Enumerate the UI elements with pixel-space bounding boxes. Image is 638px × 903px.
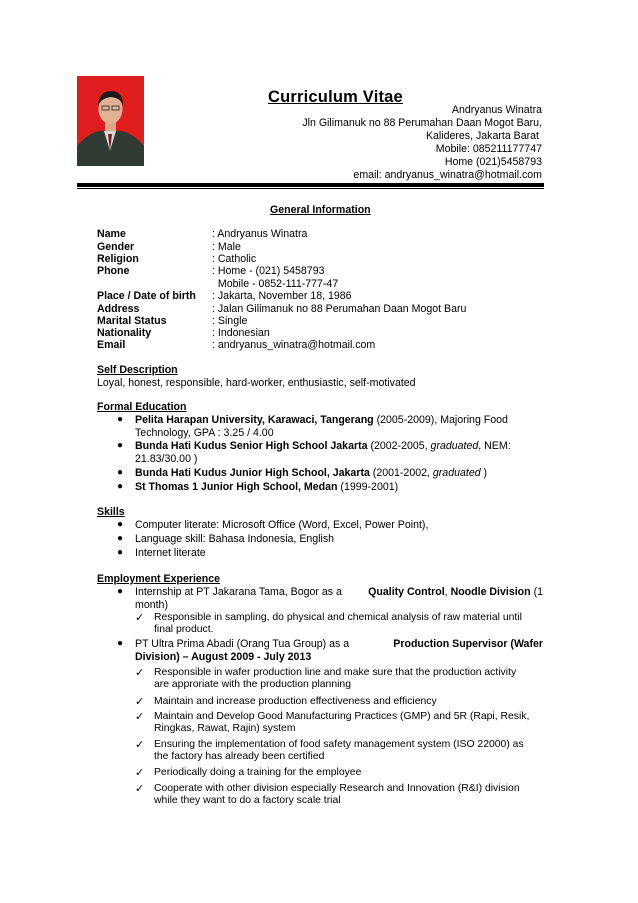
bullet-icon: ● bbox=[117, 481, 124, 492]
duty-line1: Maintain and Develop Good Manufacturing Practices (GMP) and 5R (Rapi, Resik, bbox=[154, 711, 530, 722]
duty-item bbox=[154, 667, 544, 691]
info-label: Address bbox=[97, 303, 140, 315]
job-text: (1 bbox=[530, 586, 543, 598]
duty-item bbox=[154, 696, 544, 708]
info-value: : Andryanus Winatra bbox=[212, 228, 308, 240]
duty-item bbox=[154, 711, 544, 735]
self-description-text: Loyal, honest, responsible, hard-worker, enthusiastic, self-motivated bbox=[97, 377, 416, 389]
header-address-line1: Jln Gilimanuk no 88 Perumahan Daan Mogot Baru, bbox=[302, 117, 542, 129]
job-division: Noodle Division bbox=[450, 586, 531, 598]
info-value: : Indonesian bbox=[212, 327, 270, 339]
education-detail: (2001-2002, bbox=[369, 467, 433, 479]
info-label: Nationality bbox=[97, 327, 152, 339]
checkmark-icon: ✓ bbox=[135, 612, 145, 624]
header-divider-thin bbox=[77, 188, 544, 189]
job-role: Quality Control bbox=[368, 586, 445, 598]
education-detail-line2: Technology, GPA : 3.25 / 4.00 bbox=[135, 427, 274, 439]
duty-item bbox=[154, 767, 544, 779]
job-text: Internship at PT Jakarana Tama, Bogor as a bbox=[135, 586, 342, 598]
job-role: Production Supervisor (Wafer bbox=[393, 638, 543, 650]
checkmark-icon: ✓ bbox=[135, 739, 145, 751]
info-label: Religion bbox=[97, 253, 139, 265]
bullet-icon: ● bbox=[117, 547, 124, 558]
education-detail: (1999-2001) bbox=[337, 481, 399, 493]
job-item bbox=[135, 586, 543, 612]
employment-heading: Employment Experience bbox=[97, 573, 221, 585]
bullet-icon: ● bbox=[117, 519, 124, 530]
bullet-icon: ● bbox=[117, 467, 124, 478]
bullet-icon: ● bbox=[117, 533, 124, 544]
info-value: : andryanus_winatra@hotmail.com bbox=[212, 339, 376, 351]
info-value: Mobile - 0852-111-777-47 bbox=[212, 278, 339, 290]
job-role-line2: Division) – August 2009 - July 2013 bbox=[135, 651, 312, 663]
info-label: Place / Date of birth bbox=[97, 290, 196, 302]
bullet-icon: ● bbox=[117, 414, 124, 425]
education-detail: , NEM: bbox=[478, 440, 511, 452]
duty-line1: Ensuring the implementation of food safety management system (ISO 22000) as bbox=[154, 739, 524, 750]
education-detail: (2005-2009), Majoring Food bbox=[373, 414, 508, 426]
info-value: : Jakarta, November 18, 1986 bbox=[212, 290, 352, 302]
cv-title: Curriculum Vitae bbox=[268, 88, 403, 106]
profile-photo bbox=[77, 76, 144, 166]
duty-line2: are approriate with the production planning bbox=[154, 679, 351, 690]
bullet-icon: ● bbox=[117, 638, 124, 649]
self-description-heading: Self Description bbox=[97, 364, 178, 376]
skill-item: Language skill: Bahasa Indonesia, English bbox=[135, 533, 335, 545]
education-item bbox=[135, 414, 545, 440]
header-mobile: Mobile: 085211177747 bbox=[435, 143, 542, 155]
school-name: Bunda Hati Kudus Junior High School, Jakarta bbox=[135, 467, 370, 479]
education-item bbox=[135, 481, 545, 494]
bullet-icon: ● bbox=[117, 440, 124, 451]
school-name: Pelita Harapan University, Karawaci, Tangerang bbox=[135, 414, 374, 426]
duty-line1: Cooperate with other division especially Research and Innovation (R&I) division bbox=[154, 783, 520, 794]
education-heading: Formal Education bbox=[97, 401, 187, 413]
job-item bbox=[135, 638, 543, 664]
info-label: Name bbox=[97, 228, 126, 240]
info-value: : Male bbox=[212, 241, 241, 253]
duty-item bbox=[154, 612, 544, 636]
header-email: email: andryanus_winatra@hotmail.com bbox=[353, 169, 542, 181]
education-item bbox=[135, 440, 545, 466]
education-note: graduated bbox=[430, 440, 479, 452]
header-divider bbox=[77, 183, 544, 187]
checkmark-icon: ✓ bbox=[135, 696, 145, 708]
checkmark-icon: ✓ bbox=[135, 667, 145, 679]
duty-line2: the factory has already been certified bbox=[154, 751, 325, 762]
job-text-line2: month) bbox=[135, 599, 168, 611]
info-label: Marital Status bbox=[97, 315, 167, 327]
info-label: Gender bbox=[97, 241, 135, 253]
info-value: : Catholic bbox=[212, 253, 257, 265]
header-home: Home (021)5458793 bbox=[444, 156, 542, 168]
job-sep: , bbox=[444, 586, 451, 598]
bullet-icon: ● bbox=[117, 586, 124, 597]
education-detail: (2002-2005, bbox=[367, 440, 431, 452]
education-item bbox=[135, 467, 545, 480]
info-value: : Single bbox=[212, 315, 248, 327]
duty-line2: final product. bbox=[154, 624, 214, 635]
general-info-heading: General Information bbox=[270, 204, 371, 216]
duty-line1: Responsible in wafer production line and make sure that the production activity bbox=[154, 667, 517, 678]
skill-item: Internet literate bbox=[135, 547, 206, 559]
header-name: Andryanus Winatra bbox=[451, 104, 542, 116]
duty-line2: while they want to do a factory scale trial bbox=[154, 795, 341, 806]
info-label: Phone bbox=[97, 265, 130, 277]
job-text: PT Ultra Prima Abadi (Orang Tua Group) as a bbox=[135, 638, 350, 650]
education-detail-line2: 21.83/30.00 ) bbox=[135, 453, 198, 465]
duty-item bbox=[154, 739, 544, 763]
header-address-line2: Kalideres, Jakarta Barat bbox=[425, 130, 539, 142]
skills-heading: Skills bbox=[97, 506, 125, 518]
school-name: Bunda Hati Kudus Senior High School Jakarta bbox=[135, 440, 368, 452]
info-value: : Jalan Gilimanuk no 88 Perumahan Daan Mogot Baru bbox=[212, 303, 467, 315]
skill-item: Computer literate: Microsoft Office (Word, Excel, Power Point), bbox=[135, 519, 429, 531]
duty-line1: Responsible in sampling, do physical and chemical analysis of raw material until bbox=[154, 612, 522, 623]
checkmark-icon: ✓ bbox=[135, 783, 145, 795]
duty-line1: Periodically doing a training for the employee bbox=[154, 767, 362, 778]
duty-line2: Ringkas, Rawat, Rajin) system bbox=[154, 723, 296, 734]
info-value: : Home - (021) 5458793 bbox=[212, 265, 325, 277]
education-note: graduated bbox=[432, 467, 481, 479]
duty-line1: Maintain and increase production effectiveness and efficiency bbox=[154, 696, 437, 707]
checkmark-icon: ✓ bbox=[135, 767, 145, 779]
info-label: Email bbox=[97, 339, 126, 351]
checkmark-icon: ✓ bbox=[135, 711, 145, 723]
duty-item bbox=[154, 783, 544, 807]
school-name: St Thomas 1 Junior High School, Medan bbox=[135, 481, 338, 493]
education-detail: ) bbox=[480, 467, 488, 479]
